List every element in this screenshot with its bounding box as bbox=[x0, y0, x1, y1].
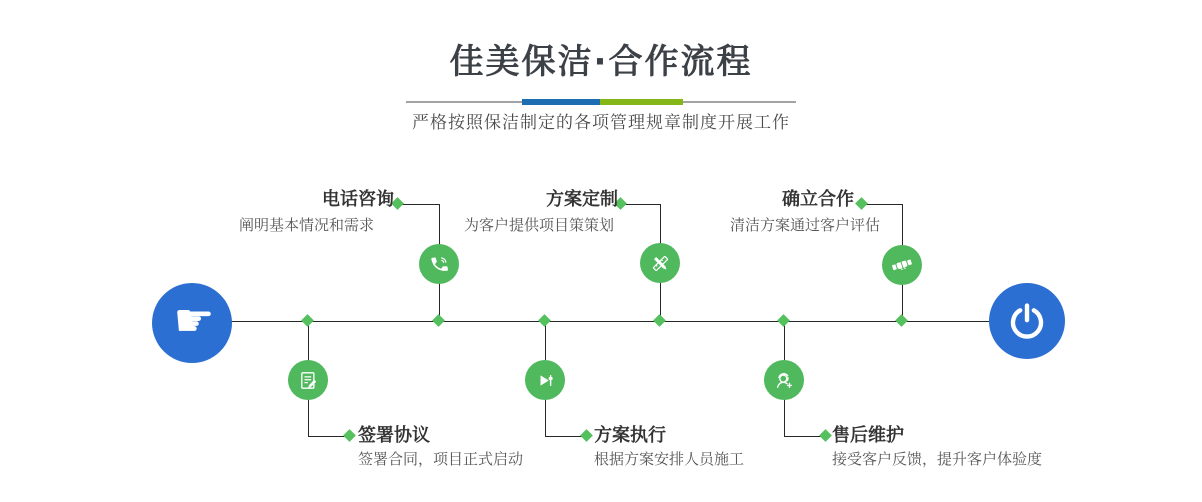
label-connector-bottom-1 bbox=[308, 436, 346, 437]
node-after-sales bbox=[764, 360, 804, 400]
customer-service-icon bbox=[772, 368, 796, 392]
step-title-contract: 签署协议 bbox=[358, 425, 430, 446]
timeline-diamond-5 bbox=[777, 314, 790, 327]
step-desc-execution: 根据方案安排人员施工 bbox=[594, 450, 745, 468]
play-slider-icon bbox=[534, 369, 557, 392]
timeline-diamond-2 bbox=[432, 314, 445, 327]
step-desc-plan-design: 为客户提供项目策策划 bbox=[463, 216, 614, 234]
step-title-execution: 方案执行 bbox=[594, 425, 666, 446]
node-plan-design bbox=[640, 243, 680, 283]
node-phone bbox=[419, 244, 459, 284]
timeline-diamond-6 bbox=[895, 314, 908, 327]
step-title-after-sales: 售后维护 bbox=[832, 425, 904, 446]
divider-blue-segment bbox=[522, 99, 600, 105]
page-title: 佳美保洁·合作流程 bbox=[449, 42, 753, 82]
page-subtitle: 严格按照保洁制定的各项管理规章制度开展工作 bbox=[412, 113, 790, 133]
label-connector-top-2 bbox=[625, 204, 661, 205]
label-diamond-bottom-2 bbox=[580, 429, 593, 442]
title-divider bbox=[406, 99, 796, 106]
label-connector-bottom-2 bbox=[545, 436, 583, 437]
label-diamond-bottom-3 bbox=[819, 429, 832, 442]
step-desc-contract: 签署合同，项目正式启动 bbox=[358, 450, 524, 468]
step-title-cooperation: 确立合作 bbox=[782, 189, 854, 210]
phone-icon bbox=[428, 253, 451, 276]
pointing-hand-icon: ☛ bbox=[173, 293, 215, 347]
step-desc-cooperation: 清洁方案通过客户评估 bbox=[729, 216, 880, 234]
timeline-diamond-4 bbox=[653, 314, 666, 327]
step-title-phone-consult: 电话咨询 bbox=[322, 189, 394, 210]
contract-icon bbox=[297, 369, 320, 392]
label-connector-top-3 bbox=[866, 204, 903, 205]
pencil-ruler-icon bbox=[649, 252, 672, 275]
step-desc-after-sales: 接受客户反馈，提升客户体验度 bbox=[832, 450, 1043, 468]
timeline-diamond-3 bbox=[538, 314, 551, 327]
timeline-start-node bbox=[152, 283, 232, 363]
handshake-icon bbox=[890, 253, 914, 277]
label-diamond-top-3 bbox=[855, 197, 868, 210]
node-contract bbox=[288, 360, 328, 400]
step-desc-phone-consult: 阐明基本情况和需求 bbox=[238, 216, 374, 234]
timeline-diamond-1 bbox=[301, 314, 314, 327]
timeline-main-line bbox=[230, 321, 990, 322]
power-icon bbox=[1006, 300, 1048, 342]
divider-green-segment bbox=[600, 99, 683, 105]
label-connector-top-1 bbox=[402, 204, 440, 205]
label-diamond-bottom-1 bbox=[343, 429, 356, 442]
node-cooperation bbox=[882, 245, 922, 285]
step-title-plan-design: 方案定制 bbox=[546, 189, 618, 210]
node-execution bbox=[525, 360, 565, 400]
timeline-end-node bbox=[989, 283, 1065, 359]
label-connector-bottom-3 bbox=[784, 436, 822, 437]
